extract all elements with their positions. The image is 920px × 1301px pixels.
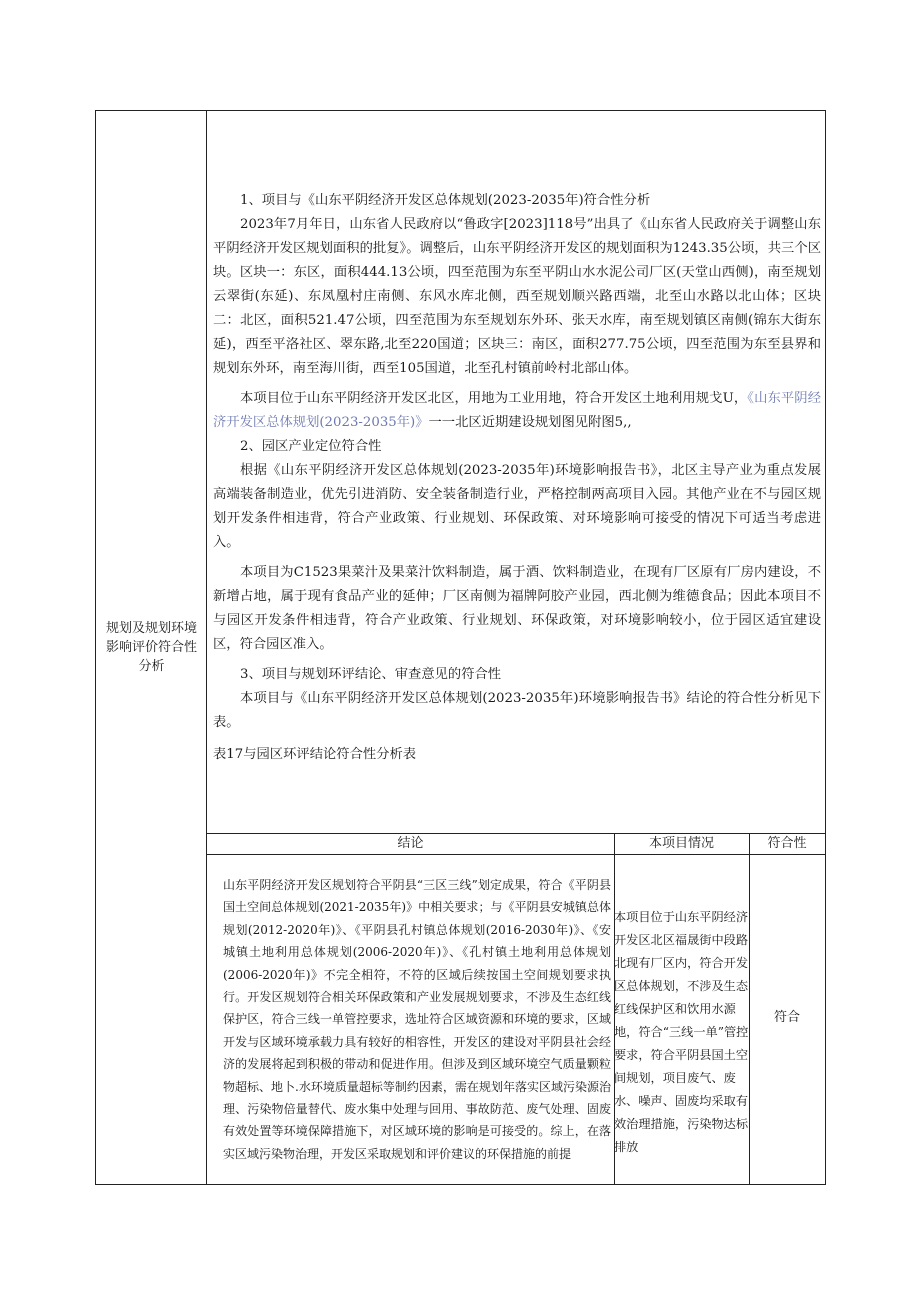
header-conclusion: 结论 (397, 836, 424, 851)
document-frame (95, 110, 826, 1185)
cell-conclusion: 山东平阴经济开发区规划符合平阴县“三区三线”划定成果，符合《平阴县国土空间总体规划(2021-2035年)》中相关要求；与《平阴县安城镇总体规划(2012-2020年)》、《平阴县孔村镇总体规划(2016-2030年)》、《安城镇土地利用总体规划(2006-2020年)》、《孔村镇土地利用总体规划(2006-2020年)》不完全相符，不符的区域后续按国土空间规划要求执行。开发区规划符合相关环保政策和产业发展规划要求，不涉及生态红线保护区，符合三线一单管控要求，选址符合区域资源和环境的要求，区域开发与区域环境承载力具有较好的相容性，开发区的建设对平阴县社会经济的发展将起到积极的带动和促进作用。但涉及到区域环境空气质量颗粒物超标、地卜.水环境质量超标等制约因素，需在规划年落实区域污染源治理、污染物倍量替代、废水集中处理与回用、事故防范、废气处理、固废有效处置等环境保障措施下，对区域环境的影响是可接受的。综上，在落实区域污染物治理，开发区采取规划和评价建议的环保措施的前提 (223, 878, 611, 1161)
section-3-heading: 3、项目与规划环评结论、审查意见的符合性 (240, 667, 502, 682)
header-project-situation: 本项目情况 (648, 836, 714, 851)
section-1-paragraph-2-text-a: 本项目位于山东平阴经济开发区北区，用地为工业用地，符合开发区土地利用规戈U， (240, 391, 748, 406)
content-body (213, 189, 821, 767)
section-1-paragraph-2-text-b: 一一北区近期建设规划图见附图5,, (428, 415, 632, 430)
section-2-paragraph-2: 本项目为C1523果菜汁及果菜汁饮料制造，属于酒、饮料制造业，在现有厂区原有厂房内建设，不新增占地，属于现有食品产业的延伸；厂区南侧为福牌阿胶产业园，西北侧为维德食品；因此本项目不与园区开发条件相违背，符合产业政策、行业规划、环保政策，对环境影响较小，位于园区适宜建设区，符合园区准入。 (213, 565, 821, 652)
section-2-paragraph-1: 根据《山东平阴经济开发区总体规划(2023-2035年)环境影响报告书》，北区主导产业为重点发展高端装备制造业，优先引进消防、安全装备制造行业，严格控制两高项目入园。其他产业在不与园区规划开发条件相违背，符合产业政策、行业规划、环保政策、对环境影响可接受的情况下可适当考虑进入。 (213, 463, 821, 550)
section-1-heading: 1、项目与《山东平阴经济开发区总体规划(2023-2035年)符合性分析 (240, 193, 651, 208)
section-3-paragraph-1: 本项目与《山东平阴经济开发区总体规划(2023-2035年)环境影响报告书》结论的符合性分析见下表。 (213, 691, 821, 730)
content-column (207, 111, 825, 1184)
plan-reference-link[interactable]: 《山东平阴经济开发区总体规划(2023-2035年)》 (213, 391, 821, 430)
section-1-paragraph-1: 2023年7月年日，山东省人民政府以“鲁政字[2023]118号”出具了《山东省人民政府关于调整山东平阴经济开发区规划面积的批复》。调整后，山东平阴经济开发区的规划面积为1243.35公顷，共三个区块。区块一：东区，面积444.13公顷，四至范围为东至平阴山水水泥公司厂区(天堂山西侧)，南至规划云翠街(东延)、东凤凰村庄南侧、东风水库北侧，西至规划顺兴路西端，北至山水路以北山体；区块二：北区，面积521.47公顷，四至范围为东至规划东外环、张天水库，南至规划镇区南侧(锦东大街东延)，西至平洛社区、翠东路,北至220国道；区块三：南区，面积277.75公顷，四至范围为东至县界和规划东外环，南至海川街，西至105国道，北至孔村镇前岭村北部山体。 (213, 217, 821, 376)
table-title: 表17与园区环评结论符合性分析表 (213, 747, 417, 762)
header-compliance: 符合性 (767, 836, 807, 851)
compliance-table (207, 833, 825, 1184)
section-2-heading: 2、园区产业定位符合性 (240, 439, 382, 454)
section-1-paragraph-2 (213, 387, 821, 435)
cell-project-situation: 本项目位于山东平阴经济开发区北区福晟街中段路北现有厂区内，符合开发区总体规划，不涉及生态红线保护区和饮用水源地，符合“三线一单”管控要求，符合平阴县国土空间规划，项目废气、废水、噪声、固废均采取有效治理措施，污染物达标排放 (614, 910, 749, 1154)
table-header-row (207, 833, 825, 855)
left-label-column (96, 111, 207, 1184)
cell-compliance: 符合 (773, 1010, 800, 1025)
row-label: 规划及规划环境影响评价符合性分析 (105, 621, 197, 674)
